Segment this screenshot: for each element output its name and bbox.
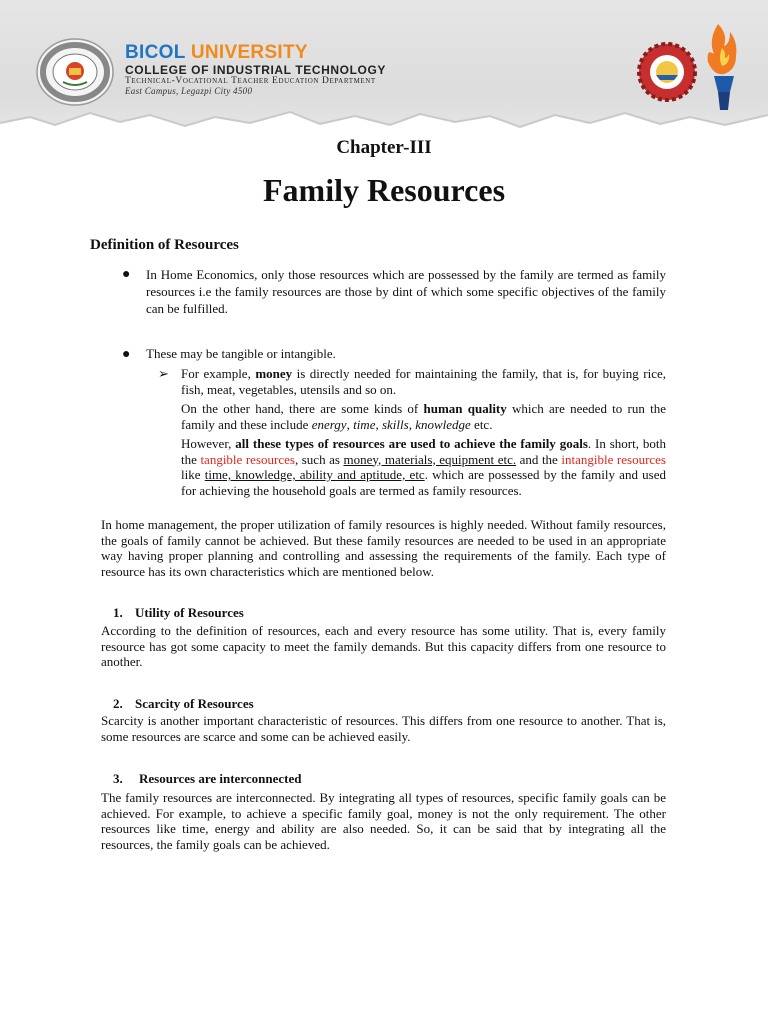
- underlined-term: money, materials, equipment etc.: [343, 451, 517, 467]
- definition-bullet-1: In Home Economics, only those resources which are possessed by the family are termed as family resources i.e the family resources are those by dint of which some specific objectives of the family can be fulfilled.: [146, 267, 666, 316]
- section-title: Utility of Resources: [135, 605, 244, 620]
- italic-term: energy: [311, 416, 347, 432]
- definition-heading: Definition of Resources: [90, 237, 239, 253]
- italic-term: time: [353, 416, 376, 432]
- section-text-3: The family resources are interconnected. By integrating all types of resources, specific family goals can be achieved. For example, to achieve a specific family goal, money is not the only requirement. The other resources like time, energy and ability are also needed. So, it can be said that by integrating all the resources, the family goals can be achieved.: [101, 790, 666, 852]
- section-title: Resources are interconnected: [139, 771, 302, 786]
- text-span: ,: [375, 416, 382, 432]
- text-span: and the: [516, 451, 562, 467]
- underlined-term: time, knowledge, ability and aptitude, etc: [204, 467, 425, 482]
- section-heading-2: [113, 696, 254, 712]
- page-title: Family Resources: [262, 172, 506, 208]
- bullet-icon: ●: [122, 267, 131, 282]
- text-span: , such as: [294, 451, 344, 467]
- text-span: . which are possessed by the family and used for achieving the household goals are termed as family resources.: [181, 467, 666, 498]
- text-span: On the other hand, there are some kinds of: [181, 401, 424, 416]
- italic-term: skills: [381, 416, 409, 432]
- bold-term-human-quality: human quality: [423, 401, 507, 416]
- arrow-bullet-icon: ➢: [158, 366, 169, 381]
- section-heading-3: [113, 771, 301, 787]
- university-name-bicol: BICOL: [125, 42, 186, 63]
- university-name: [125, 42, 308, 64]
- bicol-university-seal-icon: [36, 38, 114, 106]
- bold-term-money: money: [255, 366, 293, 381]
- section-text-2: Scarcity is another important characteristic of resources. This differs from one resource to another. That is, some resources are scarce and some can be achieved easily.: [101, 713, 666, 744]
- bold-statement: all these types of resources are used to achieve the family goals: [235, 436, 588, 451]
- text-span: ,: [346, 416, 354, 432]
- example-human-quality: [181, 401, 666, 432]
- intro-paragraph: In home management, the proper utilization of family resources is highly needed. Without family resources, the goals of family cannot be achieved. But these family resources are needed to be used in an appropriate way having proper planning and controlling and assessing the requirements of the family. Each type of resource has its own characteristics which are mentioned below.: [101, 517, 666, 579]
- text-span: However,: [181, 436, 236, 451]
- college-name: COLLEGE OF INDUSTRIAL TECHNOLOGY: [125, 63, 386, 77]
- text-span: is directly needed for maintaining the family, that is, for buying rice, fish, meat, vegetables, utensils and so on.: [181, 366, 666, 397]
- section-number: 3.: [113, 771, 123, 786]
- text-span: which are needed to run the family and these include: [181, 401, 666, 432]
- italic-term: knowledge: [415, 416, 471, 432]
- text-span: etc.: [470, 416, 493, 432]
- university-name-university: UNIVERSITY: [190, 42, 308, 63]
- section-text-1: According to the definition of resources, each and every resource has some utility. That is, every family resource has got some capacity to meet the family demands. But this capacity differs from one resource to another.: [101, 623, 666, 669]
- bullet-icon: ●: [122, 347, 131, 362]
- highlight-tangible: tangible resources: [200, 451, 295, 467]
- section-heading-1: [113, 605, 244, 621]
- section-number: 2.: [113, 696, 123, 711]
- example-tangible-intangible: [181, 436, 666, 498]
- text-span: . In short, both the: [181, 436, 666, 467]
- text-span: For example,: [181, 366, 256, 381]
- text-span: like: [181, 467, 205, 482]
- torch-icon: [700, 18, 744, 114]
- text-span: ,: [408, 416, 416, 432]
- college-gear-seal-icon: [632, 42, 702, 102]
- definition-bullet-2: These may be tangible or intangible.: [146, 346, 336, 361]
- campus-address: East Campus, Legazpi City 4500: [125, 86, 253, 96]
- department-name: Technical-Vocational Teacher Education Department: [125, 76, 376, 86]
- chapter-label: Chapter-III: [336, 137, 432, 158]
- section-title: Scarcity of Resources: [135, 696, 254, 711]
- section-number: 1.: [113, 605, 123, 620]
- highlight-intangible: intangible resources: [561, 451, 666, 467]
- example-money: [181, 366, 666, 397]
